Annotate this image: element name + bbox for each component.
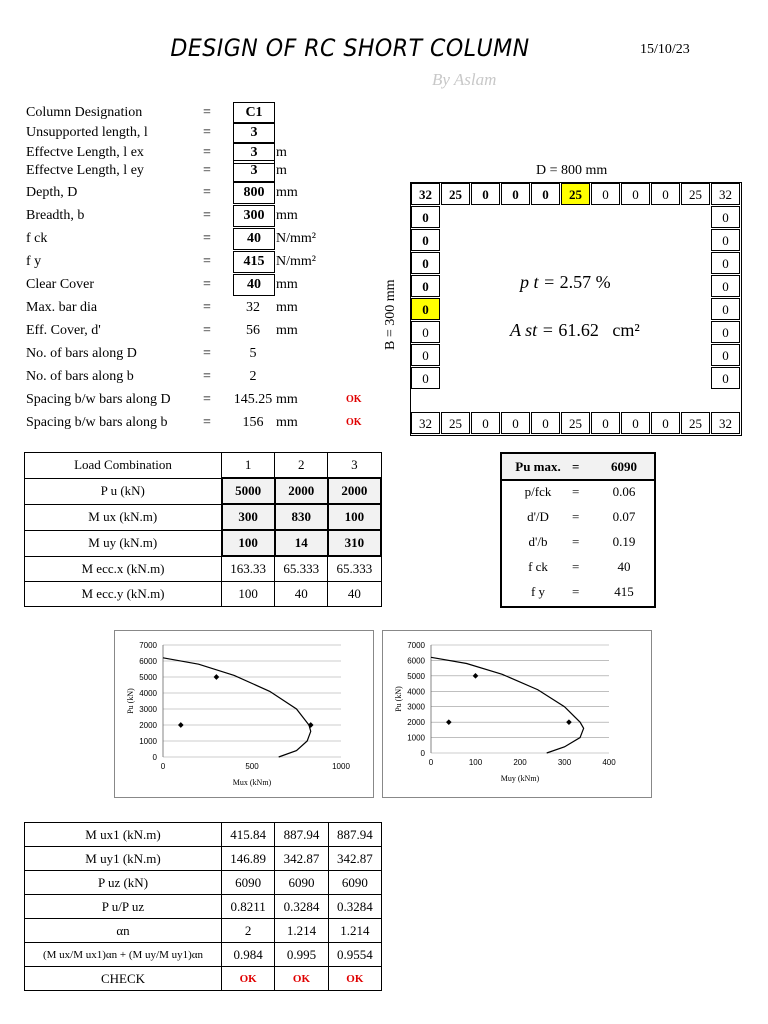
bar-cell[interactable]: 0: [471, 183, 500, 205]
table-cell: 1.214: [275, 919, 328, 943]
input-row: [26, 251, 386, 273]
y-tick-label: 6000: [407, 656, 425, 666]
table-cell: 40: [328, 582, 381, 607]
bar-cell[interactable]: 0: [501, 412, 530, 434]
date: 15/10/23: [640, 42, 690, 57]
input-unit: m: [276, 145, 287, 160]
input-label: No. of bars along D: [26, 346, 137, 361]
table-cell: 0.984: [222, 943, 275, 967]
table-row: [25, 582, 382, 607]
input-value[interactable]: 3: [233, 160, 275, 182]
row-label: M uy (kN.m): [25, 530, 222, 556]
equals-sign: =: [203, 254, 211, 269]
input-label: Column Designation: [26, 105, 143, 120]
pu-label: f y: [530, 584, 546, 599]
bar-cell[interactable]: 32: [711, 183, 740, 205]
bar-cell[interactable]: 0: [531, 183, 560, 205]
bar-cell[interactable]: 25: [441, 412, 470, 434]
pu-row: [502, 479, 654, 504]
x-tick-label: 500: [245, 762, 259, 771]
input-value[interactable]: 40: [233, 274, 275, 296]
table-cell: 0.3284: [275, 895, 328, 919]
input-label: No. of bars along b: [26, 369, 134, 384]
bar-cell[interactable]: 25: [681, 412, 710, 434]
input-row: [26, 102, 386, 124]
input-unit: mm: [276, 208, 298, 223]
input-row: [26, 343, 386, 365]
equals-sign: =: [203, 185, 211, 200]
input-row: [26, 366, 386, 388]
bar-cell[interactable]: 0: [651, 183, 680, 205]
input-unit: mm: [276, 277, 298, 292]
input-unit: N/mm²: [276, 231, 316, 246]
table-cell: 65.333: [328, 556, 381, 582]
input-value: 2: [249, 369, 257, 384]
bar-cell[interactable]: 0: [621, 412, 650, 434]
table-row: [25, 871, 382, 895]
input-row: [26, 182, 386, 204]
equals-sign: =: [203, 300, 211, 315]
bar-cell[interactable]: 0: [411, 344, 440, 366]
x-axis-label: Muy (kNm): [500, 774, 540, 783]
bar-cell[interactable]: 25: [561, 183, 590, 205]
input-value: 5: [249, 346, 257, 361]
bar-cell[interactable]: 25: [681, 183, 710, 205]
ast-value: 61.62: [558, 320, 599, 340]
input-unit: m: [276, 163, 287, 178]
bar-cell[interactable]: 25: [441, 183, 470, 205]
table-cell: 2: [222, 919, 275, 943]
bar-cell[interactable]: 32: [411, 183, 440, 205]
y-tick-label: 2000: [139, 721, 157, 730]
table-cell: 415.84: [222, 823, 275, 847]
equals-sign: =: [203, 125, 211, 140]
table-cell[interactable]: 310: [328, 530, 381, 556]
table-row: [25, 967, 382, 991]
x-axis-label: Mux (kNm): [232, 778, 272, 787]
bar-cell[interactable]: 0: [711, 344, 740, 366]
x-tick-label: 0: [428, 758, 434, 767]
input-value[interactable]: C1: [233, 102, 275, 124]
input-unit: mm: [276, 415, 298, 430]
table-cell: OK: [328, 967, 381, 991]
pu-value: 415: [614, 584, 634, 599]
equals-sign: =: [203, 208, 211, 223]
bar-cell[interactable]: 25: [561, 412, 590, 434]
y-tick-label: 3000: [407, 702, 425, 712]
table-cell: 6090: [222, 871, 275, 895]
input-label: Effectve Length, l ex: [26, 145, 144, 160]
header-cell: Load Combination: [25, 453, 222, 479]
breadth-label: B = 300 mm: [383, 279, 398, 350]
bar-cell[interactable]: 0: [411, 298, 440, 320]
table-row: [25, 919, 382, 943]
y-tick-label: 7000: [139, 641, 157, 650]
interaction-curve: [163, 658, 311, 757]
row-label: P uz (kN): [25, 871, 222, 895]
input-row: [26, 160, 386, 182]
header-cell: 1: [222, 453, 275, 479]
pu-row: [502, 579, 654, 604]
table-row: [25, 847, 382, 871]
table-cell: 100: [222, 582, 275, 607]
table-cell[interactable]: 830: [275, 504, 328, 530]
status-ok: OK: [346, 417, 362, 428]
mux-interaction-chart: [114, 630, 374, 798]
input-label: Effectve Length, l ey: [26, 163, 144, 178]
bar-cell[interactable]: 0: [651, 412, 680, 434]
row-label: M ux1 (kN.m): [25, 823, 222, 847]
bar-cell[interactable]: 0: [411, 367, 440, 389]
input-unit: N/mm²: [276, 254, 316, 269]
data-point: [214, 674, 220, 680]
equals-sign: =: [203, 415, 211, 430]
input-value[interactable]: 800: [233, 182, 275, 204]
bar-cell[interactable]: 0: [711, 206, 740, 228]
input-label: Eff. Cover, d': [26, 323, 101, 338]
pu-label: p/fck: [524, 484, 552, 499]
input-value[interactable]: 40: [233, 228, 275, 250]
input-label: Max. bar dia: [26, 300, 98, 315]
table-row: [25, 943, 382, 967]
input-row: [26, 320, 386, 342]
table-cell[interactable]: 100: [222, 530, 275, 556]
bar-cell[interactable]: 0: [411, 321, 440, 343]
y-tick-label: 6000: [139, 657, 157, 666]
muy-interaction-chart: [382, 630, 652, 798]
input-row: [26, 389, 386, 411]
page-title: DESIGN OF RC SHORT COLUMN: [170, 34, 530, 62]
load-combination-table: [24, 452, 382, 607]
x-tick-label: 300: [557, 758, 572, 767]
pu-value: 0.19: [612, 534, 636, 549]
equals-sign: =: [203, 277, 211, 292]
x-tick-label: 200: [513, 758, 527, 767]
table-cell: 40: [275, 582, 328, 607]
bar-cell[interactable]: 0: [711, 275, 740, 297]
y-tick-label: 1000: [139, 737, 157, 746]
table-cell: 0.9554: [328, 943, 381, 967]
y-tick-label: 2000: [407, 718, 425, 728]
ast-label: A st =: [510, 320, 559, 340]
pu-value: 6090: [611, 459, 637, 474]
y-axis-label: Pu (kN): [126, 688, 135, 714]
bar-cell[interactable]: 0: [411, 252, 440, 274]
table-row: [25, 823, 382, 847]
bar-cell[interactable]: 0: [711, 367, 740, 389]
bar-cell[interactable]: 0: [711, 252, 740, 274]
equals-sign: =: [572, 534, 580, 549]
x-tick-label: 0: [160, 762, 166, 771]
table-cell[interactable]: 2000: [275, 478, 328, 504]
input-unit: mm: [276, 300, 298, 315]
x-tick-label: 1000: [332, 762, 350, 771]
pt-result: [520, 272, 611, 293]
pu-label: d'/D: [527, 509, 549, 524]
equals-sign: =: [572, 559, 580, 574]
table-cell: 342.87: [275, 847, 328, 871]
table-row: [25, 530, 382, 556]
data-point: [178, 722, 184, 728]
y-tick-label: 5000: [139, 673, 157, 682]
table-row: [25, 478, 382, 504]
table-cell[interactable]: 100: [328, 504, 381, 530]
pt-label: p t =: [520, 272, 560, 292]
table-cell: OK: [275, 967, 328, 991]
table-cell: 1.214: [328, 919, 381, 943]
bar-cell[interactable]: 0: [471, 412, 500, 434]
bar-cell[interactable]: 32: [411, 412, 440, 434]
table-cell: 6090: [275, 871, 328, 895]
input-row: [26, 297, 386, 319]
data-point: [473, 673, 479, 679]
input-row: [26, 412, 386, 434]
equals-sign: =: [203, 392, 211, 407]
y-tick-label: 5000: [407, 671, 425, 681]
y-tick-label: 7000: [407, 641, 425, 650]
input-label: Clear Cover: [26, 277, 95, 292]
table-cell: 342.87: [328, 847, 381, 871]
pu-value: 0.06: [612, 484, 636, 499]
table-cell[interactable]: 300: [222, 504, 275, 530]
pu-row: [502, 454, 654, 481]
input-label: Spacing b/w bars along D: [26, 392, 171, 407]
pu-value: 0.07: [612, 509, 636, 524]
input-label: Spacing b/w bars along b: [26, 415, 168, 430]
table-header-row: [25, 453, 382, 479]
input-value: 32: [246, 300, 260, 315]
row-label: M ux (kN.m): [25, 504, 222, 530]
status-ok: OK: [346, 394, 362, 405]
bar-cell[interactable]: 0: [411, 229, 440, 251]
bar-cell[interactable]: 0: [591, 183, 620, 205]
row-label: P u (kN): [25, 478, 222, 504]
bar-cell[interactable]: 32: [711, 412, 740, 434]
x-tick-label: 100: [468, 758, 483, 767]
rebar-layout-grid: [410, 182, 742, 436]
input-value[interactable]: 300: [233, 205, 275, 227]
table-cell[interactable]: 5000: [222, 478, 275, 504]
x-tick-label: 400: [602, 758, 616, 767]
input-value: 56: [246, 323, 260, 338]
table-cell: OK: [222, 967, 275, 991]
y-tick-label: 0: [152, 753, 157, 762]
equals-sign: =: [572, 509, 580, 524]
bar-cell[interactable]: 0: [411, 206, 440, 228]
pt-value: 2.57 %: [559, 272, 611, 292]
equals-sign: =: [203, 145, 211, 160]
header-cell: 2: [275, 453, 328, 479]
input-value[interactable]: 3: [233, 122, 275, 144]
bar-cell[interactable]: 0: [531, 412, 560, 434]
table-cell[interactable]: 2000: [328, 478, 381, 504]
input-label: Breadth, b: [26, 208, 85, 223]
input-label: f y: [26, 254, 42, 269]
input-value: 145.25: [233, 392, 273, 407]
equals-sign: =: [203, 323, 211, 338]
pu-value: 40: [617, 559, 631, 574]
row-label: (M ux/M ux1)αn + (M uy/M uy1)αn: [25, 943, 222, 967]
input-label: Depth, D: [26, 185, 78, 200]
pu-row: [502, 529, 654, 554]
table-cell: 0.3284: [328, 895, 381, 919]
y-axis-label: Pu (kN): [394, 686, 403, 712]
table-cell: 887.94: [275, 823, 328, 847]
results-table: [24, 822, 382, 991]
y-tick-label: 0: [420, 749, 425, 758]
input-unit: mm: [276, 392, 298, 407]
bar-cell[interactable]: 0: [711, 229, 740, 251]
pu-row: [502, 554, 654, 579]
row-label: M ecc.y (kN.m): [25, 582, 222, 607]
bar-cell[interactable]: 0: [501, 183, 530, 205]
ast-unit: cm²: [612, 320, 640, 340]
table-cell[interactable]: 14: [275, 530, 328, 556]
y-tick-label: 3000: [139, 705, 157, 714]
input-row: [26, 205, 386, 227]
bar-cell[interactable]: 0: [711, 321, 740, 343]
equals-sign: =: [203, 163, 211, 178]
input-value: 156: [242, 415, 264, 430]
ast-result: [510, 320, 640, 341]
y-tick-label: 4000: [139, 689, 157, 698]
pu-label: Pu max.: [515, 459, 561, 474]
table-cell: 146.89: [222, 847, 275, 871]
row-label: CHECK: [25, 967, 222, 991]
equals-sign: =: [572, 584, 580, 599]
row-label: M ecc.x (kN.m): [25, 556, 222, 582]
table-cell: 65.333: [275, 556, 328, 582]
pu-summary-box: [500, 452, 656, 608]
equals-sign: =: [572, 459, 580, 474]
bar-cell[interactable]: 0: [711, 298, 740, 320]
equals-sign: =: [203, 105, 211, 120]
table-cell: 0.8211: [222, 895, 275, 919]
table-cell: 163.33: [222, 556, 275, 582]
input-unit: mm: [276, 185, 298, 200]
input-label: f ck: [26, 231, 48, 246]
pu-label: f ck: [528, 559, 548, 574]
input-value[interactable]: 415: [233, 251, 275, 273]
depth-label: D = 800 mm: [536, 163, 608, 178]
data-point: [308, 722, 314, 728]
equals-sign: =: [203, 369, 211, 384]
input-value[interactable]: 3: [233, 142, 275, 164]
equals-sign: =: [203, 231, 211, 246]
y-tick-label: 1000: [407, 733, 425, 743]
interaction-curve: [431, 657, 584, 753]
input-row: [26, 274, 386, 296]
bar-cell[interactable]: 0: [621, 183, 650, 205]
table-cell: 0.995: [275, 943, 328, 967]
input-unit: mm: [276, 323, 298, 338]
table-row: [25, 556, 382, 582]
row-label: M uy1 (kN.m): [25, 847, 222, 871]
table-row: [25, 895, 382, 919]
header-cell: 3: [328, 453, 381, 479]
row-label: P u/P uz: [25, 895, 222, 919]
equals-sign: =: [572, 484, 580, 499]
row-label: αn: [25, 919, 222, 943]
pu-row: [502, 504, 654, 529]
input-row: [26, 122, 386, 144]
equals-sign: =: [203, 346, 211, 361]
data-point: [446, 719, 452, 725]
table-row: [25, 504, 382, 530]
bar-cell[interactable]: 0: [591, 412, 620, 434]
byline: By Aslam: [432, 70, 497, 89]
data-point: [566, 719, 572, 725]
table-cell: 6090: [328, 871, 381, 895]
input-row: [26, 228, 386, 250]
pu-label: d'/b: [528, 534, 548, 549]
bar-cell[interactable]: 0: [411, 275, 440, 297]
table-cell: 887.94: [328, 823, 381, 847]
input-label: Unsupported length, l: [26, 125, 148, 140]
y-tick-label: 4000: [407, 687, 425, 697]
